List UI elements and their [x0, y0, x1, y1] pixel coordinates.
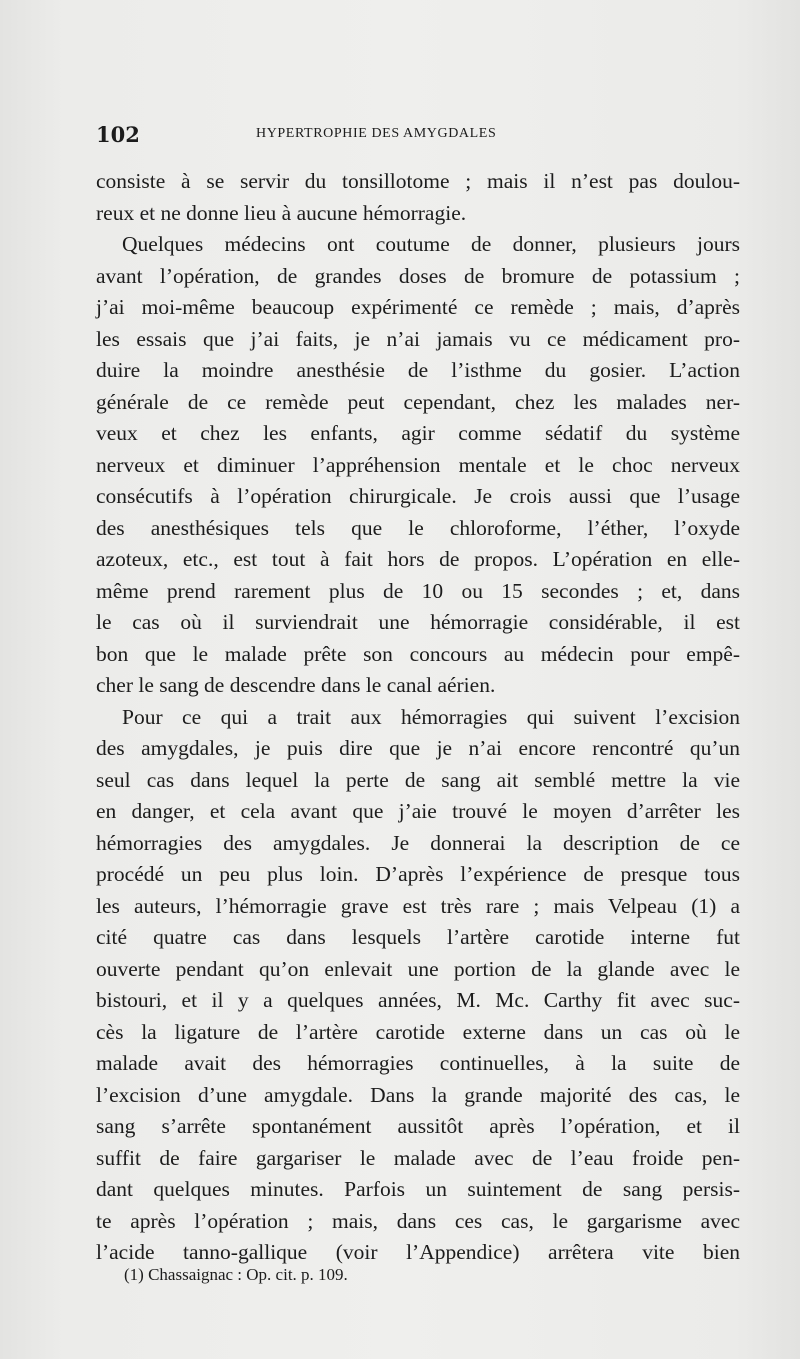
text-line: te après l’opération ; mais, dans ces cas, le gargarisme avec: [96, 1208, 740, 1233]
text-line: veux et chez les enfants, agir comme sédatif du système: [96, 421, 740, 445]
text-line: sang s’arrête spontanément aussitôt après l’opération, et il: [96, 1114, 740, 1138]
text-line: cher le sang de descendre dans le canal aérien.: [96, 673, 496, 697]
text-line: consécutifs à l’opération chirurgicale. Je crois aussi que l’usage: [96, 484, 740, 508]
text-line: azoteux, etc., est tout à fait hors de propos. L’opération en elle-: [96, 547, 740, 571]
text-line: j’ai moi-même beaucoup expérimenté ce remède ; mais, d’après: [96, 295, 740, 319]
text-line: consiste à se servir du tonsillotome ; mais il n’est pas doulou-: [96, 169, 740, 193]
text-line: générale de ce remède peut cependant, chez les malades ner-: [96, 389, 740, 414]
body-text: [96, 166, 740, 1269]
text-line: cité quatre cas dans lesquels l’artère carotide interne fut: [96, 925, 740, 949]
text-line: procédé un peu plus loin. D’après l’expérience de presque tous: [96, 862, 740, 886]
running-head: HYPERTROPHIE DES AMYGDALES: [256, 126, 497, 141]
text-line: Pour ce qui a trait aux hémorragies qui suivent l’excision: [122, 704, 740, 729]
text-line: même prend rarement plus de 10 ou 15 secondes ; et, dans: [96, 578, 740, 603]
page-number: 102: [96, 122, 140, 147]
text-line: dant quelques minutes. Parfois un suintement de sang persis-: [96, 1177, 740, 1201]
footnote: (1) Chassaignac : Op. cit. p. 109.: [124, 1265, 348, 1284]
text-line: les auteurs, l’hémorragie grave est très rare ; mais Velpeau (1) a: [96, 893, 740, 918]
text-line: nerveux et diminuer l’appréhension mentale et le choc nerveux: [96, 452, 740, 477]
text-line: duire la moindre anesthésie de l’isthme du gosier. L’action: [96, 358, 740, 382]
text-line: bon que le malade prête son concours au médecin pour empê-: [96, 641, 740, 666]
text-line: reux et ne donne lieu à aucune hémorragie.: [96, 200, 467, 225]
text-line: hémorragies des amygdales. Je donnerai la description de ce: [96, 830, 740, 855]
text-line: ouverte pendant qu’on enlevait une portion de la glande avec le: [96, 956, 740, 981]
text-line: en danger, et cela avant que j’aie trouvé le moyen d’arrêter les: [96, 799, 740, 823]
text-line: l’acide tanno-gallique (voir l’Appendice) arrêtera vite bien: [96, 1240, 740, 1264]
text-line: avant l’opération, de grandes doses de bromure de potassium ;: [96, 263, 740, 288]
text-line: Quelques médecins ont coutume de donner, plusieurs jours: [122, 232, 740, 256]
text-line: cès la ligature de l’artère carotide externe dans un cas où le: [96, 1019, 740, 1044]
text-line: des amygdales, je puis dire que je n’ai encore rencontré qu’un: [96, 736, 740, 760]
text-line: malade avait des hémorragies continuelles, à la suite de: [96, 1051, 740, 1075]
page-header: [96, 122, 740, 146]
text-line: seul cas dans lequel la perte de sang ait semblé mettre la vie: [96, 767, 740, 792]
text-line: suffit de faire gargariser le malade avec de l’eau froide pen-: [96, 1145, 740, 1170]
text-line: le cas où il surviendrait une hémorragie considérable, il est: [96, 610, 740, 634]
text-line: bistouri, et il y a quelques années, M. Mc. Carthy fit avec suc-: [96, 988, 740, 1012]
text-line: des anesthésiques tels que le chloroforme, l’éther, l’oxyde: [96, 515, 740, 540]
text-line: les essais que j’ai faits, je n’ai jamais vu ce médicament pro-: [96, 326, 740, 351]
text-line: l’excision d’une amygdale. Dans la grande majorité des cas, le: [96, 1082, 740, 1107]
